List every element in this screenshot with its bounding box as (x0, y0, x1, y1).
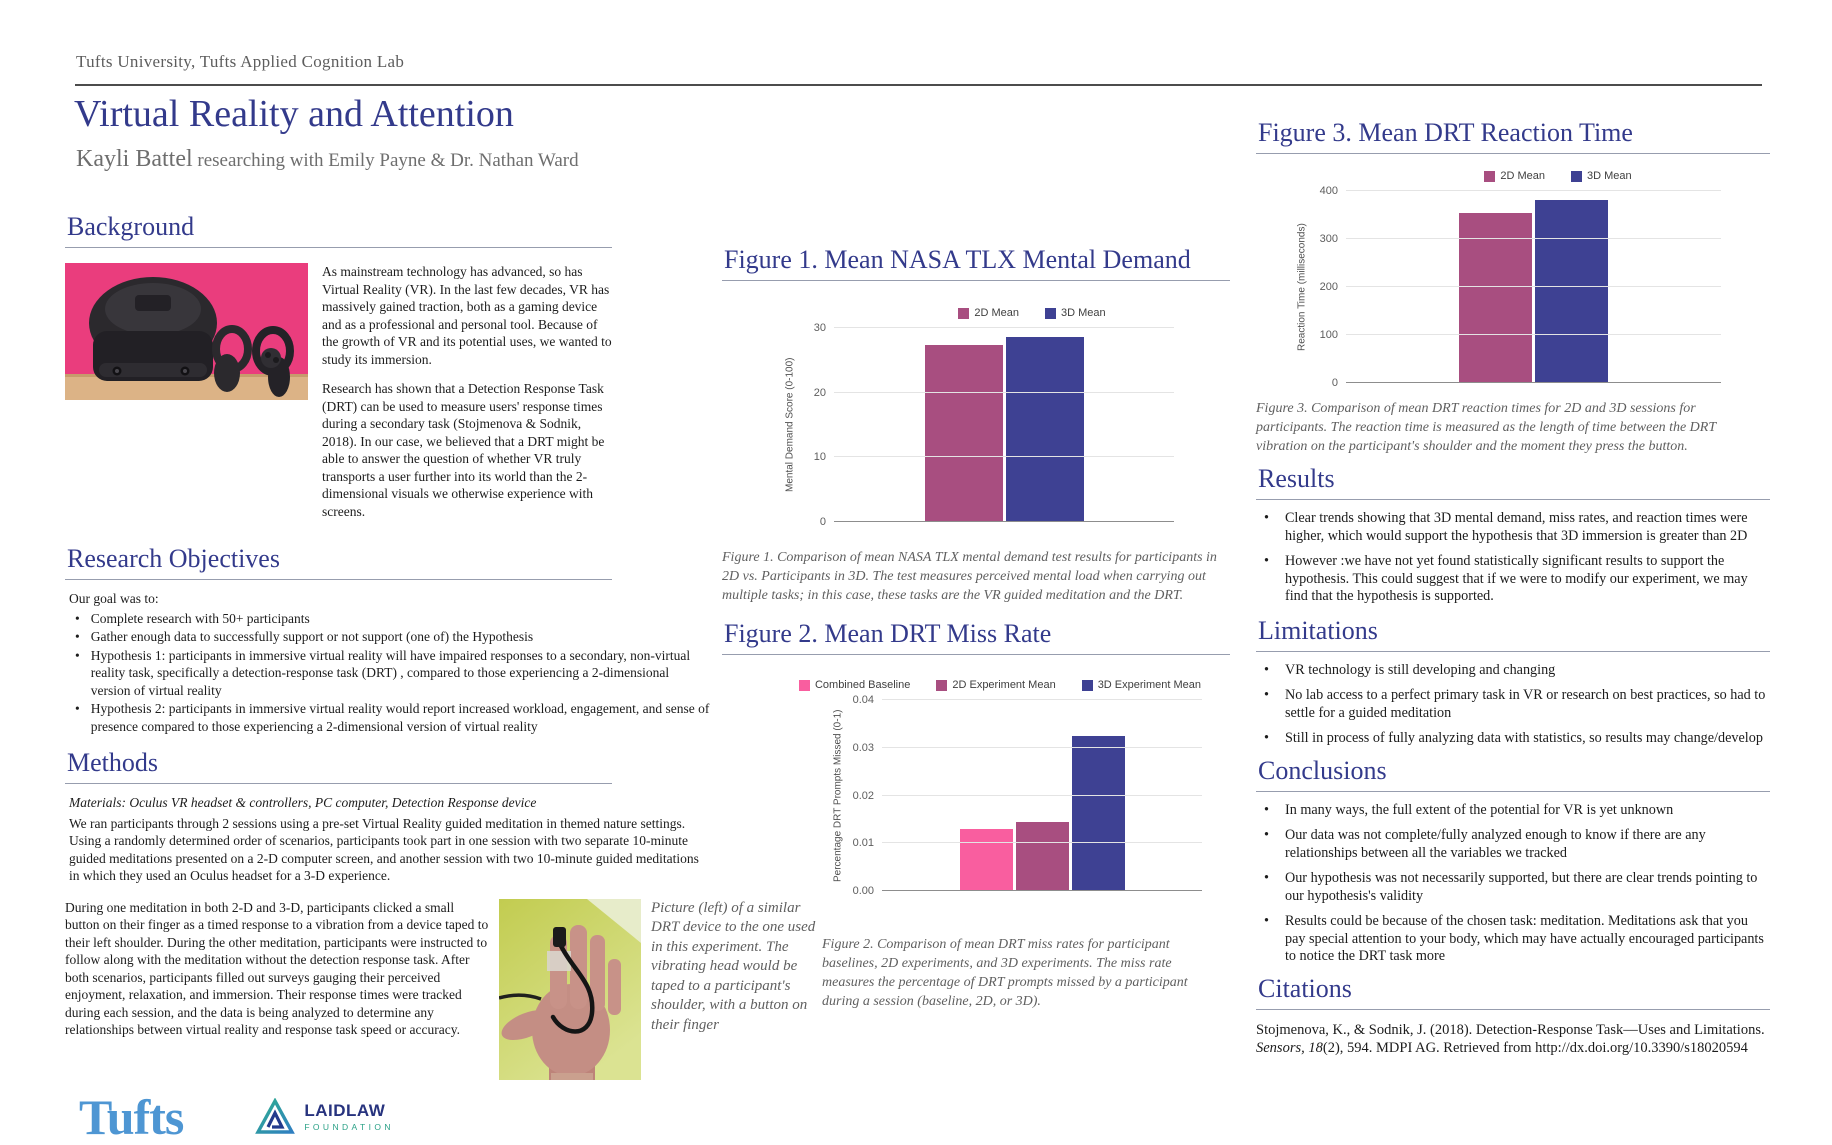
y-tick-label: 300 (1319, 233, 1338, 245)
objective-text: Gather enough data to successfully support or not support (one of) the Hypothesis (90, 629, 534, 644)
background-heading: Background (65, 212, 612, 248)
vr-headset-photo (65, 263, 308, 400)
figure3-y-axis (1310, 185, 1346, 389)
laidlaw-logo (255, 1098, 394, 1136)
conclusions-list (1256, 802, 1770, 966)
list-item (75, 647, 710, 700)
bullet-marker: • (1264, 553, 1269, 569)
figure2-y-axis-label: Percentage DRT Prompts Missed (0-1) (832, 709, 844, 882)
y-tick-label: 0.01 (852, 837, 874, 850)
figure1-plot-row (782, 322, 1230, 528)
list-item (75, 700, 710, 735)
coauthors: researching with Emily Payne & Dr. Nathan Ward (192, 150, 579, 171)
y-tick-label: 0 (1331, 377, 1338, 389)
bullet-marker: • (1264, 510, 1269, 526)
background-row (65, 263, 710, 532)
legend-swatch-icon (1571, 171, 1582, 182)
figure1-bars (834, 328, 1174, 522)
background-text (322, 263, 614, 532)
laidlaw-foundation: FOUNDATION (304, 1122, 394, 1132)
gridline (1346, 286, 1721, 287)
list-item (75, 610, 710, 628)
limitation-text: No lab access to a perfect primary task in VR or research on best practices, so had to settle for a guided meditation (1284, 687, 1766, 721)
conclusion-text: Our data was not complete/fully analyzed enough to know if there are any relationships between all the variables we tracked (1284, 827, 1706, 861)
bar-3d-mean (1006, 337, 1084, 522)
list-item (1264, 687, 1770, 722)
objectives-intro: Our goal was to: (69, 591, 159, 606)
x-axis-baseline (1346, 382, 1721, 383)
list-item (1264, 662, 1770, 680)
legend-label: 2D Mean (974, 307, 1019, 319)
x-axis-baseline (882, 890, 1202, 891)
y-tick-label: 20 (813, 386, 826, 399)
methods-para2: During one meditation in both 2-D and 3-D, participants clicked a small button on their finger as a timed response to a vibration from a device taped to their left shoulder. During the other meditation, participants were instructed to follow along with the meditation without the detection response task. After both scenarios, participants filled out surveys gauging their perceived enjoyment, relaxation, and immersion. Their response times were tracked during each session, and the data is being analyzed to determine any relationships between virtual reality and response task speed or accuracy. (65, 899, 489, 1037)
figure2-legend (770, 679, 1230, 691)
bar-combined-baseline (960, 829, 1013, 891)
header-divider (75, 84, 1762, 86)
conclusion-text: Results could be because of the chosen task: meditation. Meditations ask that you pay special attention to your body, which may have actually encouraged participants to notice the DRT task more (1284, 913, 1764, 964)
y-tick-label: 30 (813, 322, 826, 334)
figure3-plot-area (1346, 191, 1721, 383)
bullet-marker: • (1264, 870, 1269, 886)
list-item (75, 628, 710, 646)
objective-text: Complete research with 50+ participants (90, 610, 310, 626)
legend-swatch-icon (799, 680, 810, 691)
bar-2d-experiment-mean (1016, 822, 1069, 891)
legend-swatch-icon (936, 680, 947, 691)
figure1-plot-area (834, 328, 1174, 522)
laidlaw-triangle-icon (255, 1098, 295, 1136)
figure1-legend (782, 307, 1230, 319)
legend-item (1045, 307, 1106, 319)
objective-text: Hypothesis 1: participants in immersive virtual reality will have impaired responses to a secondary, non-virtual reality task, specifically a detection-response task (DRT) , compared to those experiencing a 2-dimensional version of virtual reality (90, 647, 691, 698)
gridline (1346, 238, 1721, 239)
bullet-marker: • (75, 629, 80, 644)
list-item (1264, 802, 1770, 820)
results-heading: Results (1256, 464, 1770, 500)
device-picture-caption: Picture (left) of a similar DRT device to the one used in this experiment. The vibrating head would be taped to a participant's shoulder, with a button on their finger (651, 899, 816, 1033)
citation-part1: Stojmenova, K., & Sodnik, J. (2018). Detection-Response Task—Uses and Limitations. (1256, 1021, 1765, 1038)
background-para1: As mainstream technology has advanced, so has Virtual Reality (VR). In the last few decades, VR has massively gained traction, both as a gaming device and as a professional and personal tool. Because of the growth of VR and its potential uses, we wanted to study its immersion. (322, 264, 612, 367)
right-column (1256, 118, 1770, 1058)
poster-title: Virtual Reality and Attention (74, 93, 514, 135)
byline (76, 146, 579, 173)
citation-part3: (2), 594. MDPI AG. Retrieved from http://dx.doi.org/10.3390/s18020594 (1322, 1040, 1748, 1056)
legend-label: 2D Mean (1500, 170, 1545, 182)
list-item (1264, 553, 1770, 606)
bar-2d-mean (925, 345, 1003, 522)
limitations-heading: Limitations (1256, 616, 1770, 652)
y-tick-label: 0 (819, 516, 826, 528)
limitation-text: VR technology is still developing and changing (1284, 661, 1556, 678)
drt-device-photo (499, 899, 641, 1080)
bullet-marker: • (1264, 730, 1269, 746)
figure3-chart (1294, 170, 1770, 389)
x-axis-baseline (834, 521, 1174, 522)
conclusion-text: Our hypothesis was not necessarily supported, but there are clear trends pointing to our hypothesis's validity (1284, 870, 1758, 904)
figure1-heading: Figure 1. Mean NASA TLX Mental Demand (722, 245, 1230, 281)
legend-label: 3D Experiment Mean (1097, 679, 1202, 691)
list-item (1264, 510, 1770, 545)
y-tick-label: 0.02 (852, 789, 874, 802)
figure3-caption: Figure 3. Comparison of mean DRT reaction times for 2D and 3D sessions for participants. The reaction time is measured as the length of time between the DRT vibration on the participant's shoulder and the moment they press the button. (1256, 401, 1716, 454)
bullet-marker: • (75, 610, 80, 626)
legend-item (958, 307, 1019, 319)
list-item (1264, 870, 1770, 905)
y-tick-label: 400 (1319, 185, 1338, 197)
bullet-marker: • (1264, 913, 1269, 929)
y-tick-label: 0.00 (852, 885, 874, 897)
gridline (882, 747, 1202, 748)
legend-label: 3D Mean (1061, 307, 1106, 319)
figure3-heading: Figure 3. Mean DRT Reaction Time (1256, 118, 1770, 154)
gridline (1346, 190, 1721, 191)
legend-swatch-icon (1082, 680, 1093, 691)
gridline (882, 699, 1202, 700)
research-objectives-heading: Research Objectives (65, 544, 612, 580)
bullet-marker: • (1264, 687, 1269, 703)
affiliation-text: Tufts University, Tufts Applied Cognition Lab (76, 52, 405, 71)
bullet-marker: • (1264, 827, 1269, 843)
methods-materials: Materials: Oculus VR headset & controllers, PC computer, Detection Response device (69, 795, 537, 810)
methods-para1: We ran participants through 2 sessions using a pre-set Virtual Reality guided meditation in themed nature settings. Using a randomly determined order of scenarios, participants took part in one session with two separate 10-minute guided meditations presented on a 2-D computer screen, and another session with two 10-minute guided meditations in which they used an Oculus headset for a 3-D experience. (69, 815, 699, 883)
gridline (1346, 334, 1721, 335)
figure1-chart (782, 307, 1230, 528)
gridline (834, 456, 1174, 457)
list-item (1264, 913, 1770, 966)
citation-entry (1256, 1021, 1770, 1058)
result-text: However :we have not yet found statistically significant results to support the hypothesis. This could suggest that if we were to modify our experiment, we may find that the hypothesis is supported. (1284, 553, 1748, 604)
gridline (834, 327, 1174, 328)
methods-heading: Methods (65, 748, 612, 784)
bullet-marker: • (75, 647, 80, 663)
legend-swatch-icon (1484, 171, 1495, 182)
figure3-legend (1294, 170, 1770, 182)
legend-label: Combined Baseline (814, 679, 911, 691)
bar-3d-experiment-mean (1072, 736, 1125, 891)
laidlaw-wordmark (304, 1101, 394, 1132)
legend-label: 3D Mean (1587, 170, 1632, 182)
legend-item (936, 679, 1055, 691)
objective-text: Hypothesis 2: participants in immersive virtual reality would report increased workload, engagement, and sense of presence compared to those experiencing a 2-dimensional version of virtual reality (90, 701, 710, 734)
background-para2: Research has shown that a Detection Response Task (DRT) can be used to measure users' response times during a secondary task (Stojmenova & Sodnik, 2018). In our case, we believed that a DRT might be able to answer the question of whether VR truly transports a user further into its world than the 2-dimensional visuals we otherwise experience with screens. (322, 381, 605, 519)
figure3-bars (1346, 191, 1721, 383)
limitation-text: Still in process of fully analyzing data with statistics, so results may change/develop (1284, 730, 1763, 746)
figure3-y-axis-label: Reaction Time (milliseconds) (1296, 223, 1308, 351)
conclusions-heading: Conclusions (1256, 756, 1770, 792)
figure2-caption: Figure 2. Comparison of mean DRT miss rates for participant baselines, 2D experiments, and 3D experiments. The miss rate measures the percentage of DRT prompts missed by a participant during a session (baseline, 2D, or 3D). (822, 937, 1188, 1009)
figure2-plot-row (830, 694, 1230, 897)
results-list (1256, 510, 1770, 606)
legend-label: 2D Experiment Mean (952, 679, 1056, 691)
y-tick-label: 10 (813, 451, 826, 464)
y-tick-label: 0.03 (852, 741, 874, 754)
objectives-list (65, 610, 710, 736)
y-tick-label: 0.04 (852, 694, 874, 706)
author-name: Kayli Battel (76, 146, 193, 172)
citations-heading: Citations (1256, 974, 1770, 1010)
limitations-list (1256, 662, 1770, 748)
middle-column (722, 245, 1230, 1011)
logos-row (79, 1088, 710, 1145)
gridline (834, 392, 1174, 393)
list-item (1264, 730, 1770, 748)
bullet-marker: • (1264, 661, 1269, 678)
legend-swatch-icon (958, 308, 969, 319)
bar-3d-mean (1535, 200, 1608, 383)
figure2-plot-area (882, 700, 1202, 891)
gridline (882, 795, 1202, 796)
figure2-heading: Figure 2. Mean DRT Miss Rate (722, 619, 1230, 655)
legend-item (1484, 170, 1545, 182)
tufts-logo: Tufts (79, 1088, 184, 1145)
figure2-y-axis (846, 694, 882, 897)
conclusion-text: In many ways, the full extent of the potential for VR is yet unknown (1284, 801, 1674, 818)
legend-swatch-icon (1045, 308, 1056, 319)
legend-item (1082, 679, 1201, 691)
figure1-y-axis-label: Mental Demand Score (0-100) (784, 357, 796, 493)
bullet-marker: • (75, 701, 80, 716)
y-tick-label: 100 (1319, 329, 1338, 341)
legend-item (799, 679, 910, 691)
figure1-y-axis (798, 322, 834, 528)
result-text: Clear trends showing that 3D mental demand, miss rates, and reaction times were higher, which would support the hypothesis that 3D immersion is greater than 2D (1284, 510, 1748, 544)
y-tick-label: 200 (1319, 281, 1338, 293)
figure1-caption: Figure 1. Comparison of mean NASA TLX mental demand test results for participants in 2D vs. Participants in 3D. The test measures perceived mental load when carrying out multiple tasks; in this case, these tasks are the VR guided meditation and the DRT. (722, 550, 1217, 603)
citation-journal: Sensors, 18 (1256, 1040, 1323, 1056)
laidlaw-name: LAIDLAW (304, 1101, 386, 1120)
figure2-chart (814, 679, 1230, 897)
figure3-plot-row (1294, 185, 1770, 389)
gridline (882, 842, 1202, 843)
bullet-marker: • (1264, 801, 1269, 818)
list-item (1264, 827, 1770, 862)
figure2-bars (882, 700, 1202, 891)
legend-item (1571, 170, 1632, 182)
